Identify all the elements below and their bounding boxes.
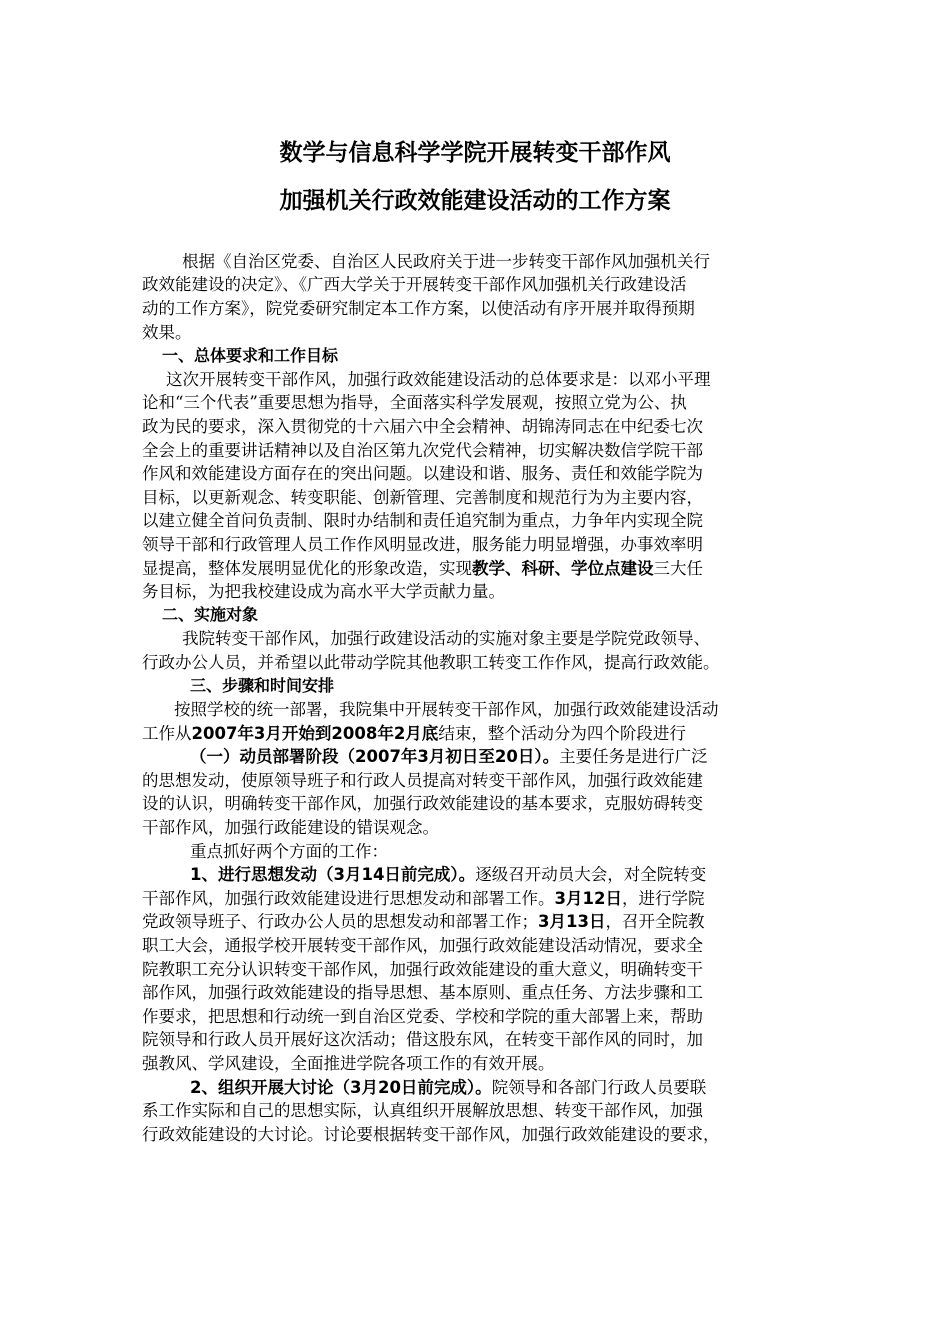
paragraph-line: 务目标，为把我校建设成为高水平大学贡献力量。 (142, 582, 505, 602)
section-heading: 二、实施对象 (162, 605, 259, 625)
paragraph-line: 院领导和行政人员开展好这次活动；借这股东风，在转变干部作风的同时，加 (142, 1030, 703, 1050)
paragraph-line: 设的认识，明确转变干部作风，加强行政效能建设的基本要求，克服妨碍转变 (142, 794, 703, 814)
paragraph-line: 的思想发动，使原领导班子和行政人员提高对转变干部作风，加强行政效能建 (142, 770, 703, 790)
document-body (142, 248, 812, 1145)
paragraph-line: 工作从 2007年3月开始到2008年2月底 结束，整个活动分为四个阶段进行 (142, 723, 686, 743)
paragraph-line: 重点抓好两个方面的工作： (190, 841, 388, 861)
paragraph-line: 强教风、学风建设，全面推进学院各项工作的有效开展。 (142, 1053, 555, 1073)
paragraph-line: 干部作风，加强行政能建设的错误观念。 (142, 818, 439, 838)
paragraph-line: 目标，以更新观念、转变职能、创新管理、完善制度和规范行为为主要内容， (142, 487, 703, 507)
paragraph-line: 作要求，把思想和行动统一到自治区党委、学校和学院的重大部署上来，帮助 (142, 1006, 703, 1026)
document-title-line-2: 加强机关行政效能建设活动的工作方案 (279, 188, 671, 214)
paragraph-line: 领导干部和行政管理人员工作作风明显改进，服务能力明显增强，办事效率明 (142, 534, 703, 554)
document-title-line-1: 数学与信息科学学院开展转变干部作风 (279, 140, 671, 166)
paragraph-line: 系工作实际和自己的思想实际，认真组织开展解放思想、转变干部作风，加强 (142, 1101, 703, 1121)
paragraph-line: 根据《自治区党委、自治区人民政府关于进一步转变干部作风加强机关行 (182, 251, 710, 271)
paragraph-line: 2、组织开展大讨论（3月20日前完成）。 院领导和各部门行政人员要联 (190, 1077, 707, 1097)
paragraph-line: 干部作风，加强行政效能建设进行思想发动和部署工作。 3月12日 ，进行学院 (142, 888, 705, 908)
paragraph-line: 作风和效能建设方面存在的突出问题。以建设和谐、服务、责任和效能学院为 (142, 464, 703, 484)
paragraph-line: 以建立健全首问负责制、限时办结制和责任追究制为重点，力争年内实现全院 (142, 511, 703, 531)
paragraph-line: 职工大会，通报学校开展转变干部作风，加强行政效能建设活动情况，要求全 (142, 936, 703, 956)
paragraph-line: （一）动员部署阶段（2007年3月初日至20日）。 主要任务是进行广泛 (190, 747, 708, 767)
paragraph-line: 全会上的重要讲话精神以及自治区第九次党代会精神，切实解决数信学院干部 (142, 440, 703, 460)
section-heading: 一、总体要求和工作目标 (162, 345, 339, 365)
paragraph-line: 政效能建设的决定》、《广西大学关于开展转变干部作风加强机关行政建设活 (142, 275, 687, 295)
paragraph-line: 部作风，加强行政效能建设的指导思想、基本原则、重点任务、方法步骤和工 (142, 983, 703, 1003)
paragraph-line: 按照学校的统一部署，我院集中开展转变干部作风，加强行政效能建设活动 (174, 700, 719, 720)
paragraph-line: 动的工作方案》，院党委研究制定本工作方案，以使活动有序开展并取得预期 (142, 298, 695, 318)
paragraph-line: 显提高，整体发展明显优化的形象改造，实现 教学、科研、学位点建设 三大任 (142, 558, 703, 578)
paragraph-line: 党政领导班子、行政办公人员的思想发动和部署工作； 3月13日 ，召开全院教 (142, 912, 705, 932)
paragraph-line: 1、进行思想发动（3月14日前完成）。 逐级召开动员大会，对全院转变 (190, 865, 707, 885)
paragraph-line: 我院转变干部作风，加强行政建设活动的实施对象主要是学院党政领导、 (182, 629, 710, 649)
section-heading: 三、步骤和时间安排 (190, 675, 335, 695)
paragraph-line: 论和“三个代表”重要思想为指导，全面落实科学发展观，按照立党为公、执 (142, 393, 687, 413)
paragraph-line: 行政办公人员，并希望以此带动学院其他教职工转变工作作风，提高行政效能。 (142, 652, 720, 672)
paragraph-line: 政为民的要求，深入贯彻党的十六届六中全会精神、胡锦涛同志在中纪委七次 (142, 416, 703, 436)
paragraph-line: 效果。 (142, 322, 192, 342)
paragraph-line: 行政效能建设的大讨论。讨论要根据转变干部作风，加强行政效能建设的要求， (142, 1124, 720, 1144)
paragraph-line: 院教职工充分认识转变干部作风，加强行政效能建设的重大意义，明确转变干 (142, 959, 703, 979)
paragraph-line: 这次开展转变干部作风，加强行政效能建设活动的总体要求是：以邓小平理 (166, 369, 711, 389)
